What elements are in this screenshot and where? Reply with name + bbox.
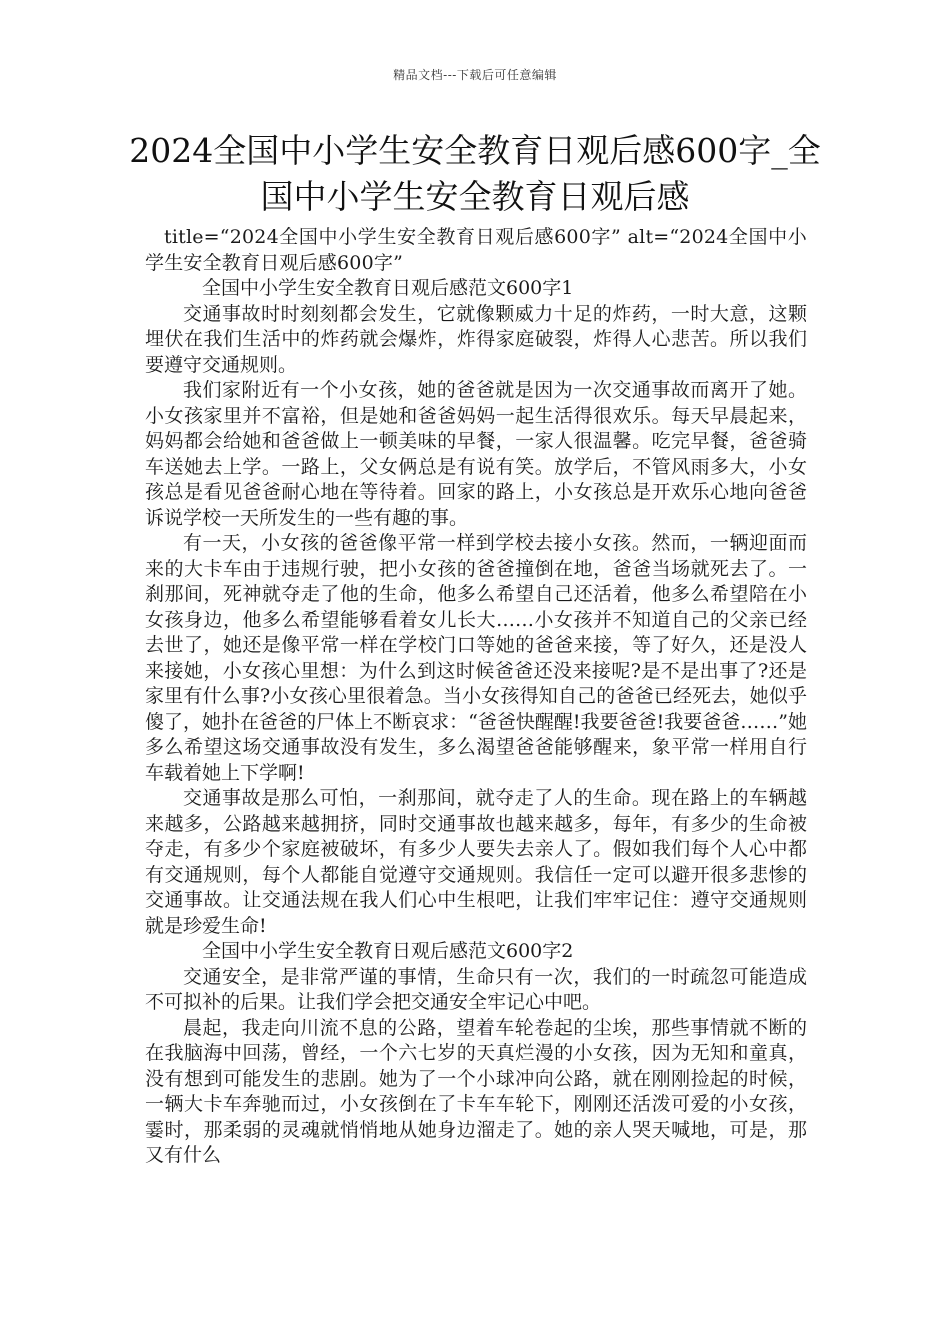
section-heading-1: 全国中小学生安全教育日观后感范文600字1	[202, 277, 574, 299]
section-heading-2: 全国中小学生安全教育日观后感范文600字2	[202, 940, 574, 962]
paragraph: 交通安全，是非常严谨的事情，生命只有一次，我们的一时疏忽可能造成不可拟补的后果。让我们学会把交通安全牢记心中吧。	[145, 965, 807, 1013]
paragraph: 交通事故是那么可怕，一刹那间，就夺走了人的生命。现在路上的车辆越来越多，公路越来越拥挤，同时交通事故也越来越多，每年，有多少的生命被夺走，有多少个家庭被破坏，有多少人要失去亲人了。假如我们每个人心中都有交通规则，每个人都能自觉遵守交通规则。我信任一定可以避开很多悲惨的交通事故。让交通法规在我人们心中生根吧，让我们牢牢记住：遵守交通规则就是珍爱生命!	[145, 787, 807, 937]
paragraph: 晨起，我走向川流不息的公路，望着车轮卷起的尘埃，那些事情就不断的在我脑海中回荡，曾经，一个六七岁的天真烂漫的小女孩，因为无知和童真，没有想到可能发生的悲剧。她为了一个小球冲向公路，就在刚刚捡起的时候，一辆大卡车奔驰而过，小女孩倒在了卡车车轮下，刚刚还活泼可爱的小女孩，霎时，那柔弱的灵魂就悄悄地从她身边溜走了。她的亲人哭天喊地，可是，那又有什么	[145, 1016, 807, 1166]
paragraph: 我们家附近有一个小女孩，她的爸爸就是因为一次交通事故而离开了她。小女孩家里并不富裕，但是她和爸爸妈妈一起生活得很欢乐。每天早晨起来，妈妈都会给她和爸爸做上一顿美味的早餐，一家人很温馨。吃完早餐，爸爸骑车送她去上学。一路上，父女俩总是有说有笑。放学后，不管风雨多大，小女孩总是看见爸爸耐心地在等待着。回家的路上，小女孩总是开欢乐心地向爸爸诉说学校一天所发生的一些有趣的事。	[145, 379, 807, 529]
paragraph: 交通事故时时刻刻都会发生，它就像颗威力十足的炸药，一时大意，这颗埋伏在我们生活中的炸药就会爆炸，炸得家庭破裂，炸得人心悲苦。所以我们要遵守交通规则。	[145, 302, 807, 376]
document-title: 2024全国中小学生安全教育日观后感600字_全国中小学生安全教育日观后感	[129, 131, 821, 216]
meta-line: title=“2024全国中小学生安全教育日观后感600字” alt=“2024全国中小学生安全教育日观后感600字”	[145, 226, 807, 274]
paragraph: 有一天，小女孩的爸爸像平常一样到学校去接小女孩。然而，一辆迎面而来的大卡车由于违规行驶，把小女孩的爸爸撞倒在地，爸爸当场就死去了。一刹那间，死神就夺走了他的生命，他多么希望自己还活着，他多么希望陪在小女孩身边，他多么希望能够看着女儿长大……小女孩并不知道自己的父亲已经去世了，她还是像平常一样在学校门口等她的爸爸来接，等了好久，还是没人来接她，小女孩心里想：为什么到这时候爸爸还没来接呢?是不是出事了?还是家里有什么事?小女孩心里很着急。当小女孩得知自己的爸爸已经死去，她似乎傻了，她扑在爸爸的尸体上不断哀求：“爸爸快醒醒!我要爸爸!我要爸爸……”她多么希望这场交通事故没有发生，多么渴望爸爸能够醒来，象平常一样用自行车载着她上下学啊!	[145, 532, 807, 784]
header-note: 精品文档---下载后可任意编辑	[393, 68, 557, 82]
document-body	[145, 225, 807, 1169]
